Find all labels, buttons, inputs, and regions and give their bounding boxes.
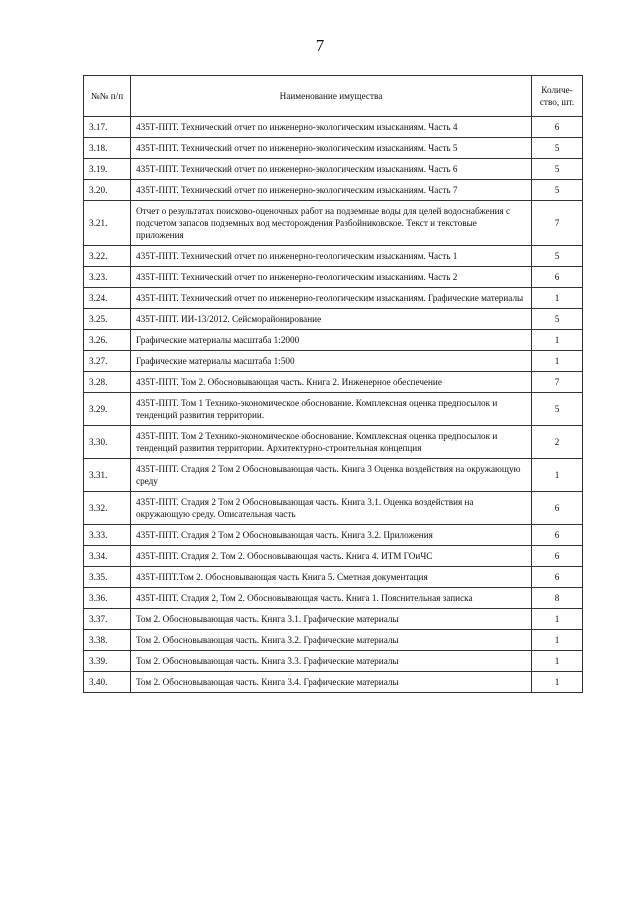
row-quantity: 6	[532, 567, 583, 588]
row-quantity: 7	[532, 201, 583, 246]
row-quantity: 6	[532, 492, 583, 525]
row-number: 3.25.	[84, 309, 131, 330]
row-name: Том 2. Обосновывающая часть. Книга 3.2. Графические материалы	[131, 630, 532, 651]
row-number: 3.21.	[84, 201, 131, 246]
row-number: 3.39.	[84, 651, 131, 672]
row-name: Отчет о результатах поисково-оценочных работ на подземные воды для целей водоснабжения с подсчетом запасов подземных вод месторождения Разбойниковское. Текст и текстовые приложения	[131, 201, 532, 246]
table-row	[84, 159, 583, 180]
row-quantity: 5	[532, 138, 583, 159]
row-name: 435Т-ППТ. Стадия 2. Том 2. Обосновывающая часть. Книга 4. ИТМ ГОиЧС	[131, 546, 532, 567]
row-quantity: 7	[532, 372, 583, 393]
row-name: Том 2. Обосновывающая часть. Книга 3.3. Графические материалы	[131, 651, 532, 672]
row-number: 3.29.	[84, 393, 131, 426]
table-row	[84, 393, 583, 426]
table-row	[84, 246, 583, 267]
row-quantity: 6	[532, 546, 583, 567]
table-row	[84, 630, 583, 651]
row-name: Том 2. Обосновывающая часть. Книга 3.4. Графические материалы	[131, 672, 532, 693]
row-quantity: 1	[532, 330, 583, 351]
row-name: 435Т-ППТ. Стадия 2 Том 2 Обосновывающая часть. Книга 3.1. Оценка воздействия на окружающую среду. Описательная часть	[131, 492, 532, 525]
row-number: 3.34.	[84, 546, 131, 567]
row-name: 435Т-ППТ. Технический отчет по инженерно-экологическим изысканиям. Часть 5	[131, 138, 532, 159]
row-number: 3.20.	[84, 180, 131, 201]
row-number: 3.22.	[84, 246, 131, 267]
row-quantity: 5	[532, 309, 583, 330]
row-number: 3.23.	[84, 267, 131, 288]
row-quantity: 6	[532, 117, 583, 138]
table-row	[84, 546, 583, 567]
row-name: 435Т-ППТ. Технический отчет по инженерно-геологическим изысканиям. Часть 1	[131, 246, 532, 267]
row-quantity: 2	[532, 426, 583, 459]
table-row	[84, 567, 583, 588]
row-number: 3.30.	[84, 426, 131, 459]
page-number: 7	[315, 36, 325, 55]
row-name: 435Т-ППТ. Технический отчет по инженерно-экологическим изысканиям. Часть 6	[131, 159, 532, 180]
row-name: 435Т-ППТ. ИИ-13/2012. Сейсморайонирование	[131, 309, 532, 330]
row-name: Графические материалы масштаба 1:2000	[131, 330, 532, 351]
table-row	[84, 117, 583, 138]
row-number: 3.40.	[84, 672, 131, 693]
table-header-row	[84, 76, 583, 117]
row-quantity: 1	[532, 351, 583, 372]
header-quantity: Количе-ство, шт.	[532, 76, 583, 117]
row-number: 3.33.	[84, 525, 131, 546]
row-name: Графические материалы масштаба 1:500	[131, 351, 532, 372]
table-body	[84, 117, 583, 693]
row-quantity: 5	[532, 180, 583, 201]
row-quantity: 1	[532, 651, 583, 672]
row-quantity: 1	[532, 459, 583, 492]
row-name: 435Т-ППТ. Технический отчет по инженерно-экологическим изысканиям. Часть 4	[131, 117, 532, 138]
row-quantity: 5	[532, 393, 583, 426]
row-quantity: 5	[532, 246, 583, 267]
row-name: 435Т-ППТ. Том 2 Технико-экономическое обоснование. Комплексная оценка предпосылок и тенденций развития территории. Архитектурно-строительная концепция	[131, 426, 532, 459]
table-row	[84, 672, 583, 693]
row-quantity: 1	[532, 288, 583, 309]
row-number: 3.28.	[84, 372, 131, 393]
row-number: 3.24.	[84, 288, 131, 309]
table-row	[84, 492, 583, 525]
row-quantity: 1	[532, 630, 583, 651]
table-row	[84, 288, 583, 309]
row-name: 435Т-ППТ. Стадия 2 Том 2 Обосновывающая часть. Книга 3 Оценка воздействия на окружающую среду	[131, 459, 532, 492]
row-name: 435Т-ППТ. Том 2. Обосновывающая часть. Книга 2. Инженерное обеспечение	[131, 372, 532, 393]
table-row	[84, 138, 583, 159]
row-name: 435Т-ППТ. Стадия 2, Том 2. Обосновывающая часть. Книга 1. Пояснительная записка	[131, 588, 532, 609]
row-number: 3.37.	[84, 609, 131, 630]
row-number: 3.26.	[84, 330, 131, 351]
row-name: 435Т-ППТ. Технический отчет по инженерно-геологическим изысканиям. Часть 2	[131, 267, 532, 288]
row-number: 3.38.	[84, 630, 131, 651]
table-row	[84, 459, 583, 492]
row-name: 435Т-ППТ. Стадия 2 Том 2 Обосновывающая часть. Книга 3.2. Приложения	[131, 525, 532, 546]
table-row	[84, 351, 583, 372]
row-number: 3.32.	[84, 492, 131, 525]
row-name: 435Т-ППТ. Том 1 Технико-экономическое обоснование. Комплексная оценка предпосылок и тенденций развития территории.	[131, 393, 532, 426]
row-quantity: 1	[532, 672, 583, 693]
row-number: 3.19.	[84, 159, 131, 180]
row-name: 435Т-ППТ. Технический отчет по инженерно-экологическим изысканиям. Часть 7	[131, 180, 532, 201]
table-row	[84, 372, 583, 393]
row-number: 3.17.	[84, 117, 131, 138]
header-name: Наименование имущества	[131, 76, 532, 117]
row-name: 435Т-ППТ. Технический отчет по инженерно-геологическим изысканиям. Графические материалы	[131, 288, 532, 309]
table-row	[84, 426, 583, 459]
row-name: 435Т-ППТ.Том 2. Обосновывающая часть Книга 5. Сметная документация	[131, 567, 532, 588]
table-row	[84, 309, 583, 330]
row-quantity: 1	[532, 609, 583, 630]
row-quantity: 6	[532, 525, 583, 546]
row-number: 3.36.	[84, 588, 131, 609]
table-row	[84, 609, 583, 630]
row-number: 3.35.	[84, 567, 131, 588]
table-row	[84, 588, 583, 609]
property-table	[83, 75, 583, 693]
row-quantity: 5	[532, 159, 583, 180]
table-row	[84, 201, 583, 246]
table-row	[84, 330, 583, 351]
row-quantity: 6	[532, 267, 583, 288]
row-number: 3.27.	[84, 351, 131, 372]
row-number: 3.31.	[84, 459, 131, 492]
table-row	[84, 180, 583, 201]
table-row	[84, 525, 583, 546]
row-number: 3.18.	[84, 138, 131, 159]
row-name: Том 2. Обосновывающая часть. Книга 3.1. Графические материалы	[131, 609, 532, 630]
table-row	[84, 651, 583, 672]
table-row	[84, 267, 583, 288]
row-quantity: 8	[532, 588, 583, 609]
header-number: №№ п/п	[84, 76, 131, 117]
